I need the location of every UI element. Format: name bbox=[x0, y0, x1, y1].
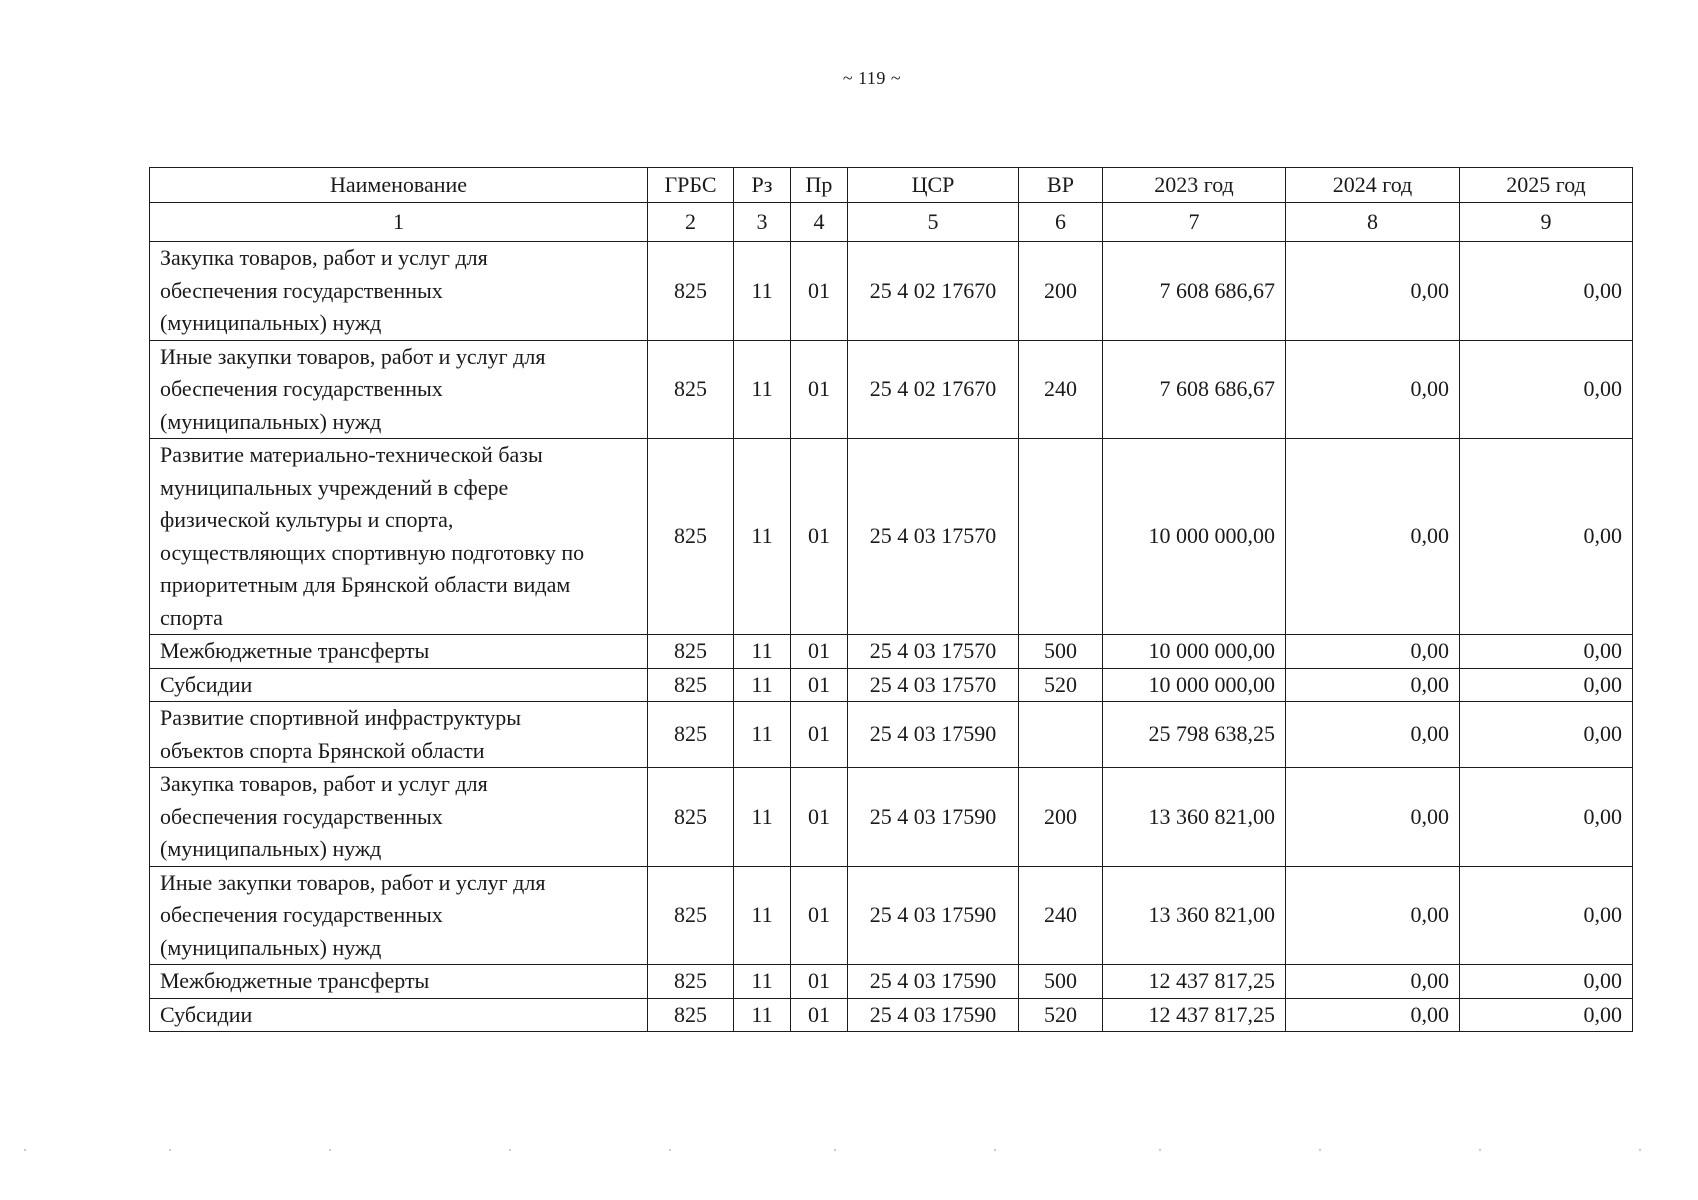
cell-name-line: (муниципальных) нужд bbox=[160, 934, 382, 960]
cell-2024: 0,00 bbox=[1286, 768, 1460, 867]
cell-csr: 25 4 03 17590 bbox=[848, 702, 1019, 768]
cell-vr: 240 bbox=[1019, 340, 1103, 439]
table-row bbox=[150, 668, 1633, 702]
cell-2024: 0,00 bbox=[1286, 668, 1460, 702]
header-rz: Рз bbox=[734, 168, 791, 203]
cell-name bbox=[150, 242, 648, 341]
cell-grbs: 825 bbox=[648, 340, 734, 439]
cell-vr bbox=[1019, 702, 1103, 768]
cell-rz: 11 bbox=[734, 998, 791, 1032]
cell-2025: 0,00 bbox=[1460, 998, 1633, 1032]
cell-2023: 12 437 817,25 bbox=[1103, 965, 1286, 999]
cell-rz: 11 bbox=[734, 965, 791, 999]
cell-csr: 25 4 03 17590 bbox=[848, 866, 1019, 965]
cell-name-line: Закупка товаров, работ и услуг для bbox=[160, 771, 488, 796]
cell-csr: 25 4 03 17590 bbox=[848, 965, 1019, 999]
table-row bbox=[150, 702, 1633, 768]
cell-2025: 0,00 bbox=[1460, 866, 1633, 965]
column-number: 8 bbox=[1286, 203, 1460, 242]
cell-vr: 520 bbox=[1019, 998, 1103, 1032]
table-row bbox=[150, 340, 1633, 439]
cell-rz: 11 bbox=[734, 668, 791, 702]
cell-name-line: приоритетным для Брянской области видам bbox=[160, 572, 571, 597]
cell-name-line: физической культуры и спорта, bbox=[160, 507, 454, 532]
cell-name-line: Субсидии bbox=[160, 671, 253, 697]
cell-2024: 0,00 bbox=[1286, 702, 1460, 768]
cell-rz: 11 bbox=[734, 242, 791, 341]
column-number: 4 bbox=[791, 203, 848, 242]
cell-2024: 0,00 bbox=[1286, 866, 1460, 965]
budget-table bbox=[149, 167, 1633, 1032]
cell-name-line: Иные закупки товаров, работ и услуг для bbox=[160, 343, 546, 369]
cell-name-line: (муниципальных) нужд bbox=[160, 836, 382, 861]
table-row bbox=[150, 866, 1633, 965]
cell-name-line: Развитие спортивной инфраструктуры bbox=[160, 705, 522, 730]
table-row bbox=[150, 965, 1633, 999]
cell-pr: 01 bbox=[791, 702, 848, 768]
cell-grbs: 825 bbox=[648, 702, 734, 768]
cell-name bbox=[150, 635, 648, 669]
table-row bbox=[150, 635, 1633, 669]
table-row bbox=[150, 768, 1633, 867]
cell-name-line: Закупка товаров, работ и услуг для bbox=[160, 245, 488, 270]
cell-csr: 25 4 03 17590 bbox=[848, 768, 1019, 867]
cell-name bbox=[150, 702, 648, 768]
cell-2024: 0,00 bbox=[1286, 635, 1460, 669]
cell-pr: 01 bbox=[791, 668, 848, 702]
column-number: 7 bbox=[1103, 203, 1286, 242]
cell-name-line: спорта bbox=[160, 604, 223, 630]
cell-grbs: 825 bbox=[648, 439, 734, 635]
cell-2023: 10 000 000,00 bbox=[1103, 668, 1286, 702]
cell-2025: 0,00 bbox=[1460, 340, 1633, 439]
cell-2023: 25 798 638,25 bbox=[1103, 702, 1286, 768]
cell-csr: 25 4 03 17570 bbox=[848, 439, 1019, 635]
header-name: Наименование bbox=[150, 168, 648, 203]
cell-csr: 25 4 03 17590 bbox=[848, 998, 1019, 1032]
cell-vr: 500 bbox=[1019, 635, 1103, 669]
column-number: 5 bbox=[848, 203, 1019, 242]
cell-2023: 10 000 000,00 bbox=[1103, 439, 1286, 635]
cell-2023: 12 437 817,25 bbox=[1103, 998, 1286, 1032]
header-csr: ЦСР bbox=[848, 168, 1019, 203]
cell-2023: 7 608 686,67 bbox=[1103, 340, 1286, 439]
cell-name-line: обеспечения государственных bbox=[160, 803, 443, 829]
cell-name-line: обеспечения государственных bbox=[160, 277, 443, 303]
cell-name-line: (муниципальных) нужд bbox=[160, 408, 382, 434]
cell-vr: 200 bbox=[1019, 768, 1103, 867]
cell-name bbox=[150, 340, 648, 439]
cell-2024: 0,00 bbox=[1286, 340, 1460, 439]
cell-2023: 13 360 821,00 bbox=[1103, 768, 1286, 867]
cell-pr: 01 bbox=[791, 866, 848, 965]
column-number: 9 bbox=[1460, 203, 1633, 242]
cell-grbs: 825 bbox=[648, 635, 734, 669]
cell-grbs: 825 bbox=[648, 768, 734, 867]
cell-rz: 11 bbox=[734, 340, 791, 439]
cell-name-line: Межбюджетные трансферты bbox=[160, 638, 430, 663]
cell-2023: 7 608 686,67 bbox=[1103, 242, 1286, 341]
cell-name bbox=[150, 439, 648, 635]
cell-rz: 11 bbox=[734, 635, 791, 669]
cell-vr: 200 bbox=[1019, 242, 1103, 341]
cell-name-line: обеспечения государственных bbox=[160, 902, 443, 927]
cell-name-line: муниципальных учреждений в сфере bbox=[160, 474, 509, 500]
cell-name bbox=[150, 998, 648, 1032]
cell-2025: 0,00 bbox=[1460, 768, 1633, 867]
cell-2025: 0,00 bbox=[1460, 965, 1633, 999]
cell-2024: 0,00 bbox=[1286, 439, 1460, 635]
table-body bbox=[150, 242, 1633, 1032]
cell-name bbox=[150, 668, 648, 702]
header-2024: 2024 год bbox=[1286, 168, 1460, 203]
table-header-row bbox=[150, 168, 1633, 203]
cell-pr: 01 bbox=[791, 242, 848, 341]
cell-2024: 0,00 bbox=[1286, 965, 1460, 999]
cell-grbs: 825 bbox=[648, 998, 734, 1032]
scan-noise-dots bbox=[0, 1148, 1698, 1152]
cell-vr: 240 bbox=[1019, 866, 1103, 965]
cell-name bbox=[150, 965, 648, 999]
cell-2025: 0,00 bbox=[1460, 668, 1633, 702]
cell-pr: 01 bbox=[791, 340, 848, 439]
table-row bbox=[150, 242, 1633, 341]
cell-name-line: обеспечения государственных bbox=[160, 376, 443, 401]
cell-vr bbox=[1019, 439, 1103, 635]
cell-2025: 0,00 bbox=[1460, 242, 1633, 341]
table-row bbox=[150, 439, 1633, 635]
cell-name-line: (муниципальных) нужд bbox=[160, 310, 382, 335]
column-number: 3 bbox=[734, 203, 791, 242]
cell-grbs: 825 bbox=[648, 242, 734, 341]
cell-2024: 0,00 bbox=[1286, 242, 1460, 341]
cell-name-line: Межбюджетные трансферты bbox=[160, 968, 430, 993]
cell-pr: 01 bbox=[791, 998, 848, 1032]
cell-2025: 0,00 bbox=[1460, 439, 1633, 635]
header-grbs: ГРБС bbox=[648, 168, 734, 203]
cell-pr: 01 bbox=[791, 965, 848, 999]
cell-name-line: осуществляющих спортивную подготовку по bbox=[160, 539, 585, 565]
cell-csr: 25 4 03 17570 bbox=[848, 635, 1019, 669]
cell-rz: 11 bbox=[734, 439, 791, 635]
column-number: 6 bbox=[1019, 203, 1103, 242]
cell-name bbox=[150, 768, 648, 867]
cell-name-line: Субсидии bbox=[160, 1001, 253, 1027]
cell-rz: 11 bbox=[734, 768, 791, 867]
column-number: 2 bbox=[648, 203, 734, 242]
cell-csr: 25 4 02 17670 bbox=[848, 242, 1019, 341]
cell-name-line: Развитие материально-технической базы bbox=[160, 442, 543, 467]
cell-2025: 0,00 bbox=[1460, 702, 1633, 768]
column-number-row bbox=[150, 203, 1633, 242]
cell-csr: 25 4 02 17670 bbox=[848, 340, 1019, 439]
cell-grbs: 825 bbox=[648, 866, 734, 965]
column-number: 1 bbox=[150, 203, 648, 242]
cell-rz: 11 bbox=[734, 702, 791, 768]
cell-pr: 01 bbox=[791, 635, 848, 669]
cell-csr: 25 4 03 17570 bbox=[848, 668, 1019, 702]
cell-pr: 01 bbox=[791, 768, 848, 867]
cell-name bbox=[150, 866, 648, 965]
table-row bbox=[150, 998, 1633, 1032]
header-vr: ВР bbox=[1019, 168, 1103, 203]
cell-2025: 0,00 bbox=[1460, 635, 1633, 669]
page-number: ~ 119 ~ bbox=[842, 68, 902, 88]
header-2025: 2025 год bbox=[1460, 168, 1633, 203]
cell-name-line: объектов спорта Брянской области bbox=[160, 737, 485, 763]
cell-2023: 10 000 000,00 bbox=[1103, 635, 1286, 669]
cell-rz: 11 bbox=[734, 866, 791, 965]
cell-vr: 500 bbox=[1019, 965, 1103, 999]
header-pr: Пр bbox=[791, 168, 848, 203]
cell-2023: 13 360 821,00 bbox=[1103, 866, 1286, 965]
cell-grbs: 825 bbox=[648, 965, 734, 999]
header-2023: 2023 год bbox=[1103, 168, 1286, 203]
cell-pr: 01 bbox=[791, 439, 848, 635]
cell-2024: 0,00 bbox=[1286, 998, 1460, 1032]
cell-vr: 520 bbox=[1019, 668, 1103, 702]
cell-name-line: Иные закупки товаров, работ и услуг для bbox=[160, 869, 546, 895]
cell-grbs: 825 bbox=[648, 668, 734, 702]
